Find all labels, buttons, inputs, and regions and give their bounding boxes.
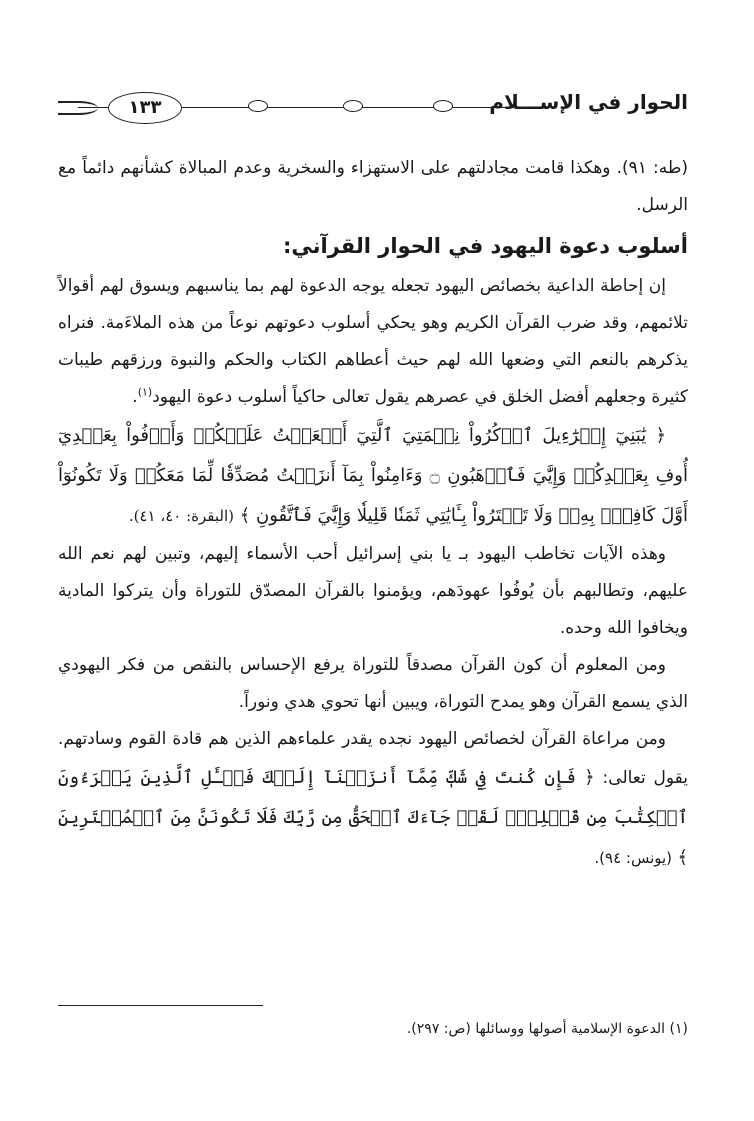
paragraph: وهذه الآيات تخاطب اليهود بـ يا بني إسرائيل أحب الأسماء إليهم، وتبين لهم نعم الله عليهم، وتطالبهم بأن يُوفُوا عهودَهم، ويؤمنوا بالقرآن المصدّق للتوراة وأن يتركوا المادية ويخافوا الله وحده. bbox=[58, 544, 688, 638]
footnote: (١) الدعوة الإسلامية أصولها ووسائلها (ص: ٢٩٧). bbox=[406, 1021, 688, 1037]
ornament-oval-icon bbox=[248, 100, 268, 112]
header-title: الحوار في الإســـلام bbox=[489, 90, 688, 114]
ornament-oval-icon bbox=[343, 100, 363, 112]
quran-verse bbox=[58, 416, 688, 536]
quran-verse-text: ﴿ فَإِن كُنتَ فِي شَكّٖ مِّمَّآ أَنزَلۡنَآ إِلَيۡكَ فَسۡـَٔلِ ٱلَّذِينَ يَقۡرَءُونَ ٱلۡكِتَٰبَ مِن قَبۡلِكَۚ لَقَدۡ جَآءَكَ ٱلۡحَقُّ مِن رَّبِّكَ فَلَا تَكُونَنَّ مِنَ ٱلۡمُمۡتَرِينَ ﴾ bbox=[58, 767, 688, 868]
page-body bbox=[58, 150, 688, 878]
paragraph bbox=[58, 268, 688, 416]
footnote-marker[interactable]: (١) bbox=[137, 385, 153, 399]
paragraph-end: . bbox=[132, 387, 138, 407]
paragraph: ومن المعلوم أن كون القرآن مصدقاً للتوراة يرفع الإحساس بالنقص من فكر اليهودي الذي يسمع القرآن وهو يمدح التوراة، ويبين أنها تحوي هدي ونوراً. bbox=[58, 655, 688, 712]
paragraph-text: إن إحاطة الداعية بخصائص اليهود تجعله يوجه الدعوة لهم بما يناسبهم ويسوق لهم أقوالاً تلائمهم، وقد ضرب القرآن الكريم وهو يحكي أسلوب دعوتهم نوعاً من هذه الملاءَمة. فنراه يذكرهم بالنعم التي وضعها الله لهم حيث أعطاهم الكتاب والحكم والنبوة ورزقهم طيبات كثيرة وجعلهم أفضل الخلق في عصرهم يقول تعالى حاكياً أسلوب دعوة اليهود bbox=[58, 276, 688, 407]
paragraph bbox=[58, 721, 688, 878]
verse-reference: (يونس: ٩٤). bbox=[594, 849, 673, 867]
paragraph-text: ومن مراعاة القرآن لخصائص اليهود نجده يقدر علماءهم الذين هم قادة القوم وسادتهم. يقول تعالى: bbox=[58, 729, 689, 788]
book-page bbox=[58, 0, 688, 1121]
running-header bbox=[58, 80, 688, 130]
ornament-oval-icon bbox=[433, 100, 453, 112]
verse-reference: (البقرة: ٤٠، ٤١). bbox=[128, 507, 234, 525]
quran-verse-text: ﴿ يَٰبَنِيٓ إِسۡرَٰٓءِيلَ ٱذۡكُرُواْ نِعۡمَتِيَ ٱلَّتِيٓ أَنۡعَمۡتُ عَلَيۡكُمۡ وَأَوۡفُواْ بِعَهۡدِيٓ أُوفِ بِعَهۡدِكُمۡ وَإِيَّٰيَ فَٱرۡهَبُونِ ۝ وَءَامِنُواْ بِمَآ أَنزَلۡتُ مُصَدِّقٗا لِّمَا مَعَكُمۡ وَلَا تَكُونُوٓاْ أَوَّلَ كَافِرِۭ بِهِۦۖ وَلَا تَشۡتَرُواْ بِـَٔايَٰتِي ثَمَنٗا قَلِيلٗا وَإِيَّٰيَ فَٱتَّقُونِ ﴾ bbox=[58, 425, 688, 526]
paragraph: (طه: ٩١). وهكذا قامت مجادلتهم على الاستهزاء والسخرية وعدم المبالاة كشأنهم دائماً مع الرسل. bbox=[58, 158, 688, 215]
section-heading: أسلوب دعوة اليهود في الحوار القرآني: bbox=[282, 234, 688, 258]
ornament-tip-icon bbox=[58, 101, 98, 115]
footnote-rule bbox=[58, 1005, 263, 1006]
page-number: ١٣٣ bbox=[108, 92, 182, 124]
